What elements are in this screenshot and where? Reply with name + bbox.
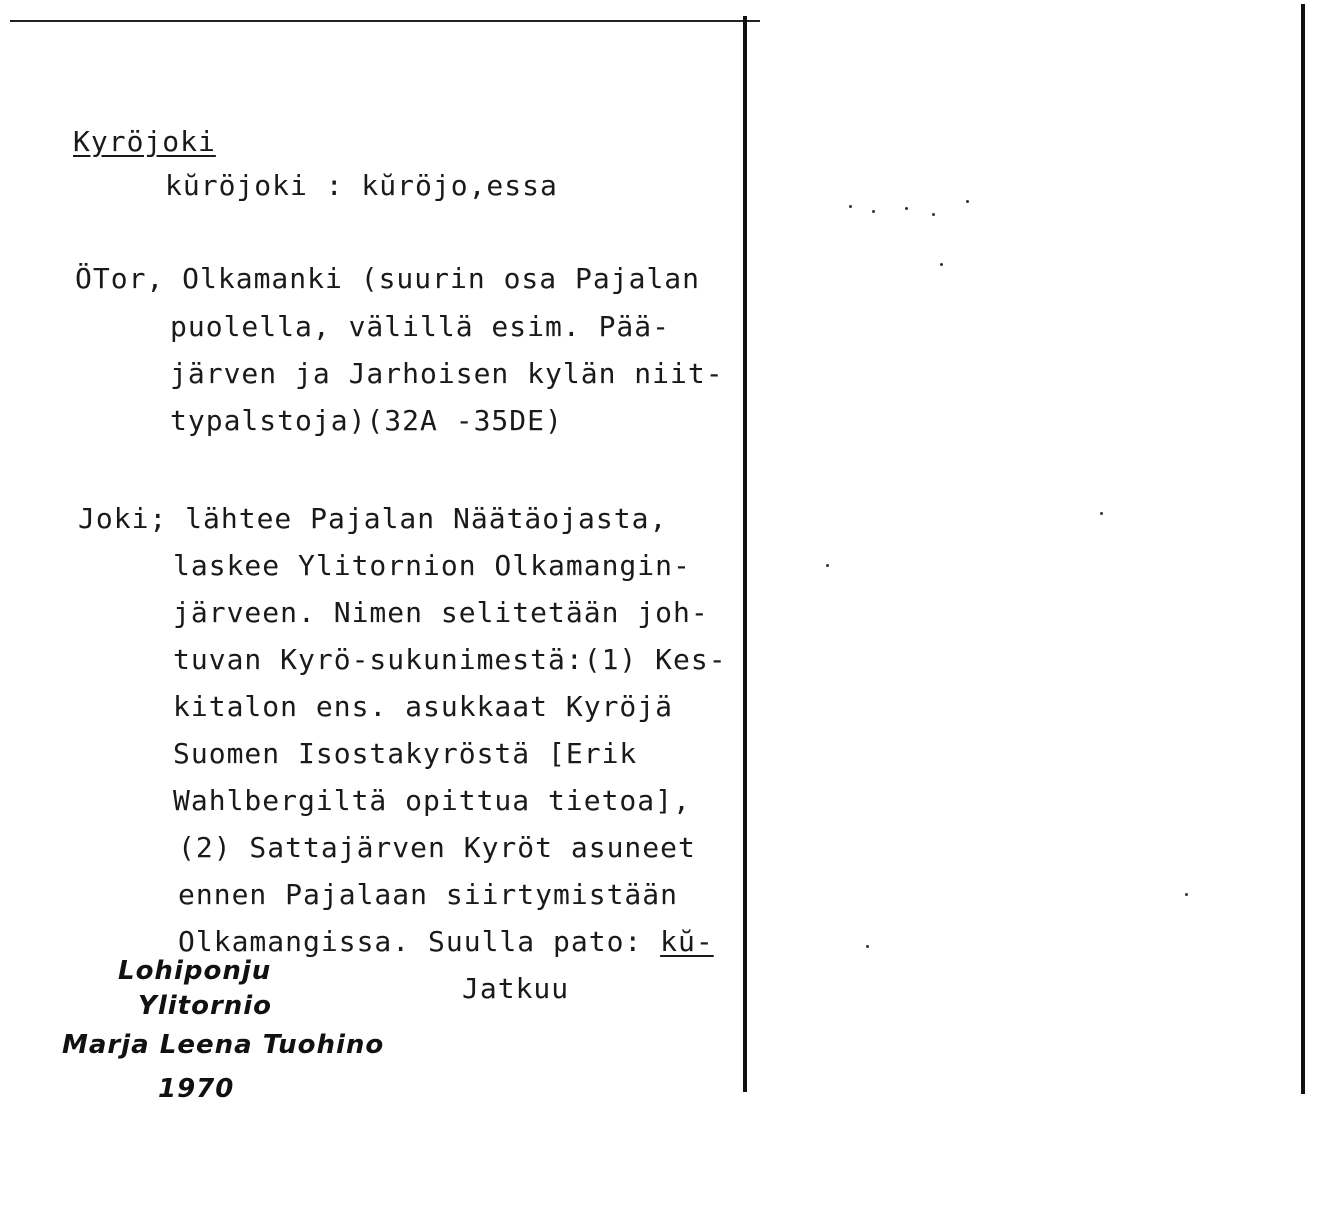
entry-line: ÖTor, Olkamanki (suurin osa Pajalan [75,262,701,295]
entry-heading: Kyröjoki [73,125,216,158]
card-right-edge [743,16,747,1092]
scan-speck [1185,893,1188,896]
entry-line: järven ja Jarhoisen kylän niit- [170,357,724,390]
stamp-collector: Marja Leena Tuohino [62,1030,385,1060]
scan-speck [932,213,935,216]
entry-line-text: Olkamangissa. Suulla pato: [178,925,661,958]
scan-speck [826,564,829,567]
scan-speck [872,210,875,213]
top-rule [10,20,760,22]
entry-line: järveen. Nimen selitetään joh- [173,596,709,629]
pronunciation: kŭröjoki : kŭröjo,essa [165,169,558,202]
entry-line: puolella, välillä esim. Pää- [170,310,671,343]
hyphenated-word: kŭ- [660,925,714,958]
continued-note: Jatkuu [462,972,570,1005]
scan-speck [905,207,908,210]
stamp-year: 1970 [158,1074,235,1104]
scan-speck [1100,512,1103,515]
entry-line: Wahlbergiltä opittua tietoa], [173,784,691,817]
entry-line: laskee Ylitornion Olkamangin- [173,549,691,582]
entry-line: (2) Sattajärven Kyröt asuneet [178,831,696,864]
entry-line: typalstoja)(32A -35DE) [170,404,563,437]
entry-line: Suomen Isostakyröstä [Erik [173,737,638,770]
scan-speck [866,945,869,948]
scan-speck [940,263,943,266]
scan-speck [966,200,969,203]
entry-line: Joki; lähtee Pajalan Näätäojasta, [78,502,668,535]
entry-line: tuvan Kyrö-sukunimestä:(1) Kes- [173,643,727,676]
next-card-edge [1301,4,1305,1094]
entry-line: ennen Pajalaan siirtymistään [178,878,679,911]
scan-speck [849,205,852,208]
entry-line-last [178,925,714,958]
entry-line: kitalon ens. asukkaat Kyröjä [173,690,674,723]
stamp-place: Lohiponju [118,956,272,986]
stamp-municipality: Ylitornio [138,991,273,1021]
